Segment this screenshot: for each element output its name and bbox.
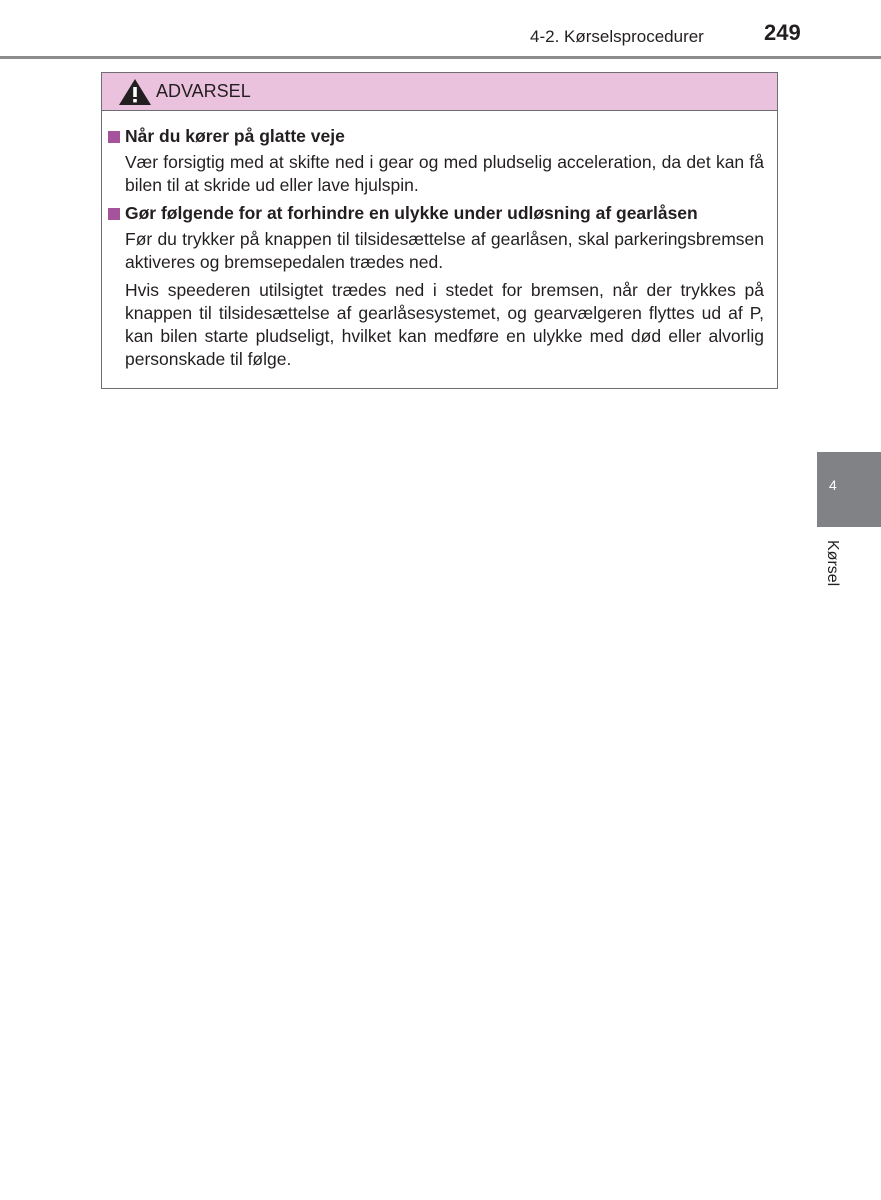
chapter-heading: 4-2. Kørselsprocedurer bbox=[530, 27, 704, 46]
section-title-text: Gør følgende for at forhindre en ulykke under udløsning af gearlåsen bbox=[125, 203, 698, 223]
warning-section-shift-lock bbox=[108, 203, 764, 371]
warning-label: ADVARSEL bbox=[156, 81, 251, 101]
page-number: 249 bbox=[764, 20, 801, 45]
section-title bbox=[108, 126, 764, 147]
warning-header bbox=[102, 73, 777, 111]
paragraph: Før du trykker på knappen til tilsidesættelse af gearlåsen, skal parkeringsbremsen aktiveres og bremsepedalen trædes ned. bbox=[125, 229, 764, 272]
warning-box bbox=[101, 72, 778, 389]
paragraph: Hvis speederen utilsigtet trædes ned i stedet for bremsen, når der trykkes på knappen til tilsidesættelse af gearlåsesystemet, og gearvælgeren flyttes ud af P, kan bilen starte pludseligt, hvilket kan medføre en ulykke med død eller alvorlig personskade til følge. bbox=[125, 280, 764, 369]
warning-section-slippery-roads bbox=[108, 126, 764, 197]
chapter-tab-label: Kørsel bbox=[824, 540, 841, 587]
section-title-text: Når du kører på glatte veje bbox=[125, 126, 345, 146]
warning-triangle-icon bbox=[118, 78, 152, 106]
square-bullet-icon bbox=[108, 131, 120, 143]
chapter-tab bbox=[817, 452, 881, 527]
square-bullet-icon bbox=[108, 208, 120, 220]
paragraph: Vær forsigtig med at skifte ned i gear og med pludselig acceleration, da det kan få bilen til at skride ud eller lave hjulspin. bbox=[125, 152, 764, 195]
header-divider bbox=[0, 56, 881, 59]
section-title bbox=[108, 203, 764, 224]
chapter-tab-number: 4 bbox=[829, 477, 837, 493]
